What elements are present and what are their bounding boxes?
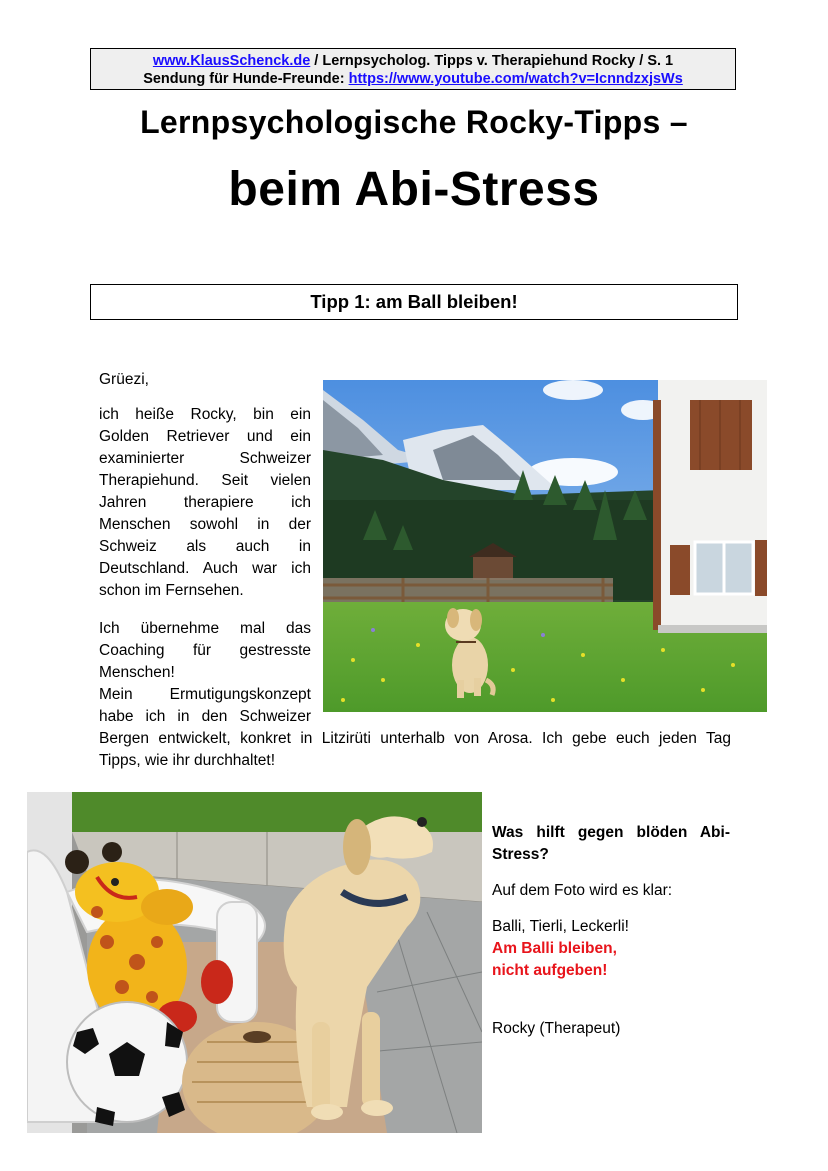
intro-paragraph-2-continued: [99, 728, 731, 772]
youtube-link[interactable]: https://www.youtube.com/watch?v=IcnndzxjsWs: [348, 71, 683, 87]
dog-with-toys-photo: [27, 792, 482, 1133]
page-header-box: [90, 48, 736, 90]
intro-paragraph-2: [99, 618, 311, 728]
intro-line: Tipps, wie ihr durchhaltet!: [99, 752, 276, 769]
page-title-line-1: Lernpsychologische Rocky-Tipps –: [140, 104, 688, 140]
sidebar-highlight-2: nicht aufgeben!: [492, 962, 608, 979]
intro-line: Coaching für gestresste: [99, 642, 311, 659]
page-title-line-2: beim Abi-Stress: [228, 163, 600, 216]
intro-line: Jahren therapiere ich: [99, 494, 311, 511]
sidebar-question: [492, 822, 730, 866]
alpine-meadow-dog-photo: [323, 380, 767, 712]
intro-line: Schweiz als auch in: [99, 538, 311, 555]
sidebar-question-text: Was hilft gegen blöden Abi-Stress?: [492, 824, 730, 863]
dog-with-toys-illustration: [27, 792, 482, 1133]
header-line-2: [91, 70, 735, 88]
intro-line: ich heiße Rocky, bin ein: [99, 406, 311, 423]
header-line-2-prefix: Sendung für Hunde-Freunde:: [143, 71, 349, 87]
intro-line: Mein Ermutigungskonzept: [99, 686, 311, 703]
intro-line: Menschen!: [99, 664, 175, 681]
sidebar-line-1: Auf dem Foto wird es klar:: [492, 882, 673, 899]
site-link[interactable]: www.KlausSchenck.de: [152, 53, 311, 69]
intro-line: Ich übernehme mal das: [99, 620, 311, 637]
signature: Rocky (Therapeut): [492, 1020, 621, 1037]
intro-line: habe ich in den Schweizer: [99, 708, 311, 725]
alpine-meadow-dog-illustration: [323, 380, 767, 712]
header-line-1: [91, 52, 735, 70]
header-line-1-text: / Lernpsycholog. Tipps v. Therapiehund Rocky / S. 1: [310, 53, 674, 69]
sidebar-highlight-1: Am Balli bleiben,: [492, 940, 617, 957]
greeting: Grüezi,: [99, 371, 149, 388]
intro-line: Menschen sowohl in der: [99, 516, 311, 533]
sidebar-line-2: Balli, Tierli, Leckerli!: [492, 918, 629, 935]
intro-line: Golden Retriever und ein: [99, 428, 311, 445]
intro-line: Deutschland. Auch war ich: [99, 560, 311, 577]
intro-line: Bergen entwickelt, konkret in Litzirüti unterhalb von Arosa. Ich gebe euch jeden Tag: [99, 730, 731, 747]
intro-line: examinierter Schweizer: [99, 450, 311, 467]
intro-line: Therapiehund. Seit vielen: [99, 472, 311, 489]
tip-heading: Tipp 1: am Ball bleiben!: [90, 284, 738, 320]
intro-line: schon im Fernsehen.: [99, 582, 244, 599]
intro-paragraph-1: [99, 404, 311, 602]
